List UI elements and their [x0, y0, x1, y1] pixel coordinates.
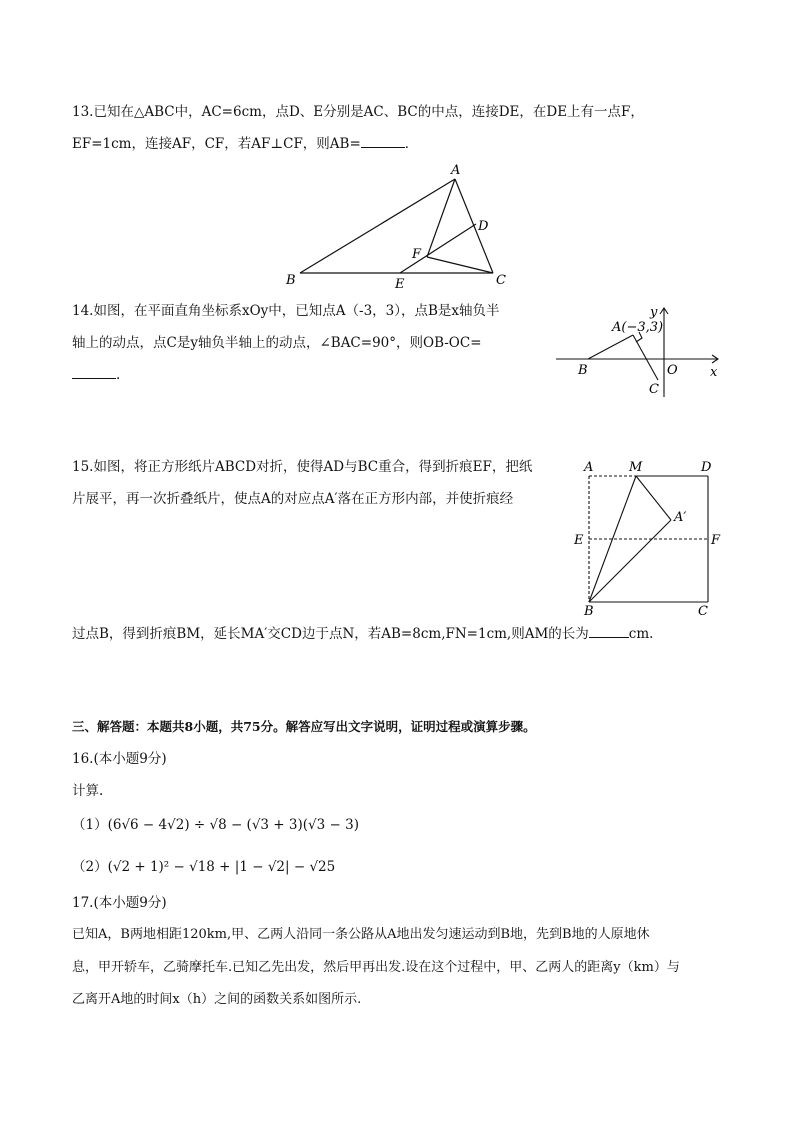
q15-line3-text: 过点B，得到折痕BM，延长MA′交CD边于点N，若AB=8cm,FN=1cm,则AM的长为 [72, 626, 589, 642]
q16-item1 [72, 815, 359, 835]
q16-item2-expression: (√2 + 1)² − √18 + |1 − √2| − √25 [107, 859, 336, 875]
q14-label-A: A(−3,3) [612, 320, 664, 335]
q15-answer-blank [589, 623, 629, 638]
q15-label-F: F [711, 533, 721, 548]
q15-label-D: D [701, 460, 712, 475]
q13-label-D: D [478, 219, 489, 234]
q15-line1: 15.如图，将正方形纸片ABCD对折，使得AD与BC重合，得到折痕EF，把纸 [72, 459, 533, 475]
q13-label-A: A [451, 163, 461, 178]
q17-line1: 已知A，B两地相距120km,甲、乙两人沿同一条公路从A地出发匀速运动到B地，先到B地的人原地休 [72, 927, 650, 942]
q13-answer-blank [361, 133, 405, 148]
q14-line3 [72, 364, 120, 385]
q15-label-M: M [629, 460, 643, 475]
q16-intro: 计算. [72, 783, 104, 799]
q13-line2-end: ． [404, 136, 419, 152]
q13-triangle-figure [280, 160, 510, 290]
section3-heading: 三、解答题：本题共8小题，共75分。解答应写出文字说明，证明过程或演算步骤。 [72, 719, 536, 734]
q13-line1: 13.已知在△ABC中，AC=6cm，点D、E分别是AC、BC的中点，连接DE，在DE上有一点F， [72, 104, 644, 120]
q15-label-A: A [584, 460, 594, 475]
q16-item1-num: （1） [72, 817, 108, 833]
q15-line2: 片展平，再一次折叠纸片，使点A的对应点A′落在正方形内部，并使折痕经 [72, 491, 514, 507]
q14-line2: 轴上的动点，点C是y轴负半轴上的动点，∠BAC=90°，则OB-OC= [72, 335, 482, 351]
q16-header: 16.(本小题9分) [72, 751, 167, 767]
q14-answer-blank [72, 364, 116, 379]
q15-line3 [72, 623, 653, 644]
q15-line3-end: cm. [628, 626, 654, 642]
q14-line3-end: . [116, 367, 121, 383]
q14-label-y: y [650, 305, 658, 320]
q15-label-B: B [584, 604, 594, 619]
q16-item1-expression: (6√6 − 4√2) ÷ √8 − (√3 + 3)(√3 − 3) [107, 817, 359, 833]
q14-label-O: O [667, 363, 678, 378]
q15-label-E: E [574, 533, 584, 548]
q14-coordinate-figure [550, 302, 730, 402]
q15-label-A-prime: A′ [674, 510, 687, 525]
q13-line2-text: EF=1cm，连接AF，CF，若AF⊥CF，则AB= [72, 136, 361, 152]
q14-label-C: C [649, 382, 659, 397]
q14-label-x: x [710, 365, 718, 380]
q15-label-C: C [698, 604, 708, 619]
q17-header: 17.(本小题9分) [72, 895, 167, 911]
q13-label-C: C [496, 273, 506, 288]
q16-item2 [72, 857, 335, 877]
q17-line3: 乙离开A地的时间x（h）之间的函数关系如图所示. [72, 992, 362, 1007]
q16-item2-num: （2） [72, 859, 108, 875]
q13-label-F: F [412, 247, 422, 262]
q14-label-B: B [578, 363, 588, 378]
q13-label-E: E [395, 277, 405, 290]
q15-square-figure [570, 455, 730, 620]
q14-line1: 14.如图，在平面直角坐标系xOy中，已知点A（-3，3），点B是x轴负半 [72, 303, 500, 319]
q13-label-B: B [286, 273, 296, 288]
q13-line2 [72, 133, 418, 154]
q17-line2: 息，甲开轿车，乙骑摩托车.已知乙先出发，然后甲再出发.设在这个过程中，甲、乙两人的距离y（km）与 [72, 960, 680, 975]
